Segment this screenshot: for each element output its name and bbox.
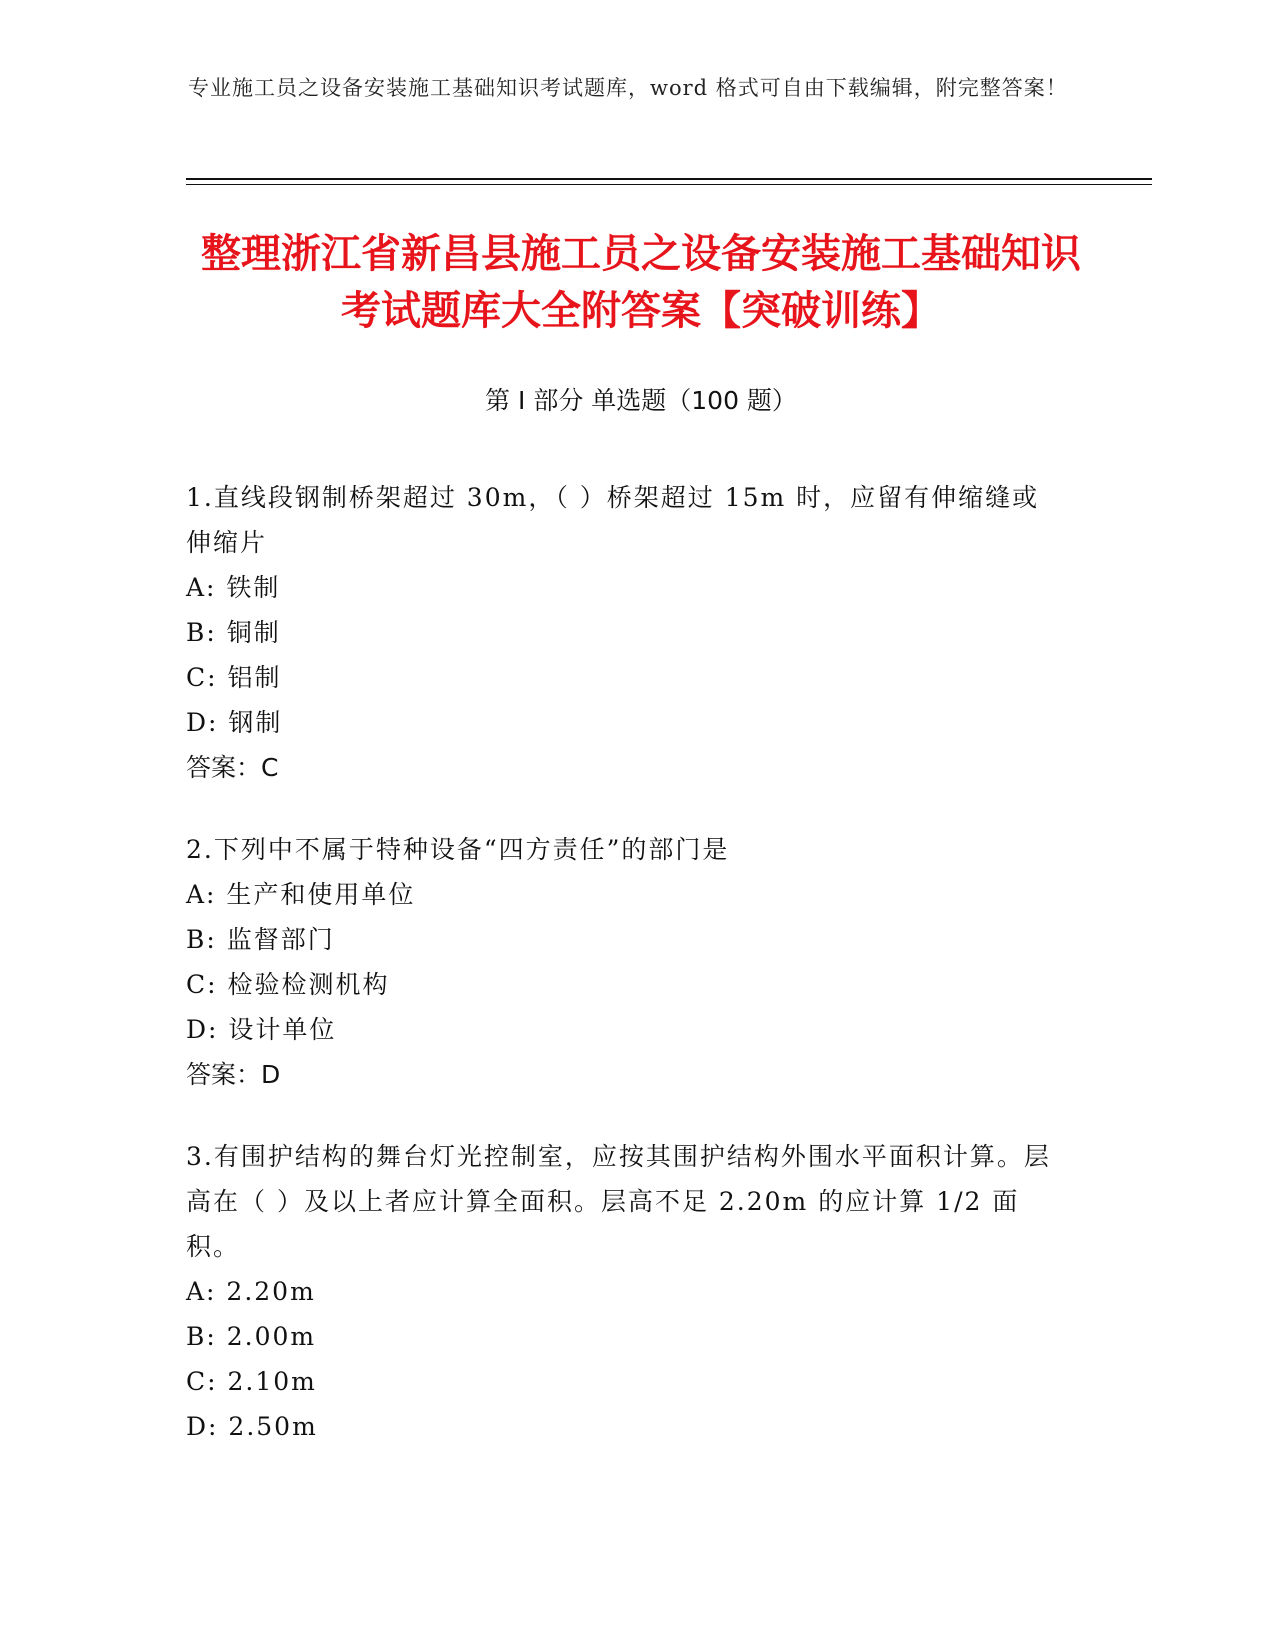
option-a: A: 铁制	[186, 573, 281, 602]
question-stem: 1.直线段钢制桥架超过 30m，（ ）桥架超过 15m 时，应留有伸缩缝或伸缩片	[186, 483, 1040, 557]
question-2	[186, 827, 1066, 1097]
question-stem: 2.下列中不属于特种设备“四方责任”的部门是	[186, 835, 730, 864]
header-divider-thin	[186, 184, 1152, 185]
option-b: B: 铜制	[186, 618, 281, 647]
header-divider-thick	[186, 178, 1152, 180]
header-note: 专业施工员之设备安装施工基础知识考试题库，word 格式可自由下载编辑，附完整答案！	[188, 76, 1068, 100]
option-c: C: 检验检测机构	[186, 970, 390, 999]
section-title: 第 I 部分 单选题（100 题）	[485, 386, 797, 415]
option-c: C: 铝制	[186, 663, 282, 692]
answer-line: 答案：D	[186, 1060, 281, 1089]
question-1	[186, 475, 1066, 790]
question-3	[186, 1134, 1066, 1449]
question-stem: 3.有围护结构的舞台灯光控制室，应按其围护结构外围水平面积计算。层高在（ ）及以上者应计算全面积。层高不足 2.20m 的应计算 1/2 面积。	[186, 1142, 1051, 1261]
option-a: A: 生产和使用单位	[186, 880, 416, 909]
option-d: D: 设计单位	[186, 1015, 337, 1044]
document-title: 整理浙江省新昌县施工员之设备安装施工基础知识考试题库大全附答案【突破训练】	[201, 231, 1081, 334]
option-d: D: 钢制	[186, 708, 283, 737]
answer-line: 答案：C	[186, 753, 279, 782]
option-b: B: 监督部门	[186, 925, 335, 954]
option-a: A: 2.20m	[186, 1277, 316, 1306]
option-b: B: 2.00m	[186, 1322, 317, 1351]
question-list	[186, 475, 1066, 1486]
option-d: D: 2.50m	[186, 1412, 318, 1441]
option-c: C: 2.10m	[186, 1367, 317, 1396]
